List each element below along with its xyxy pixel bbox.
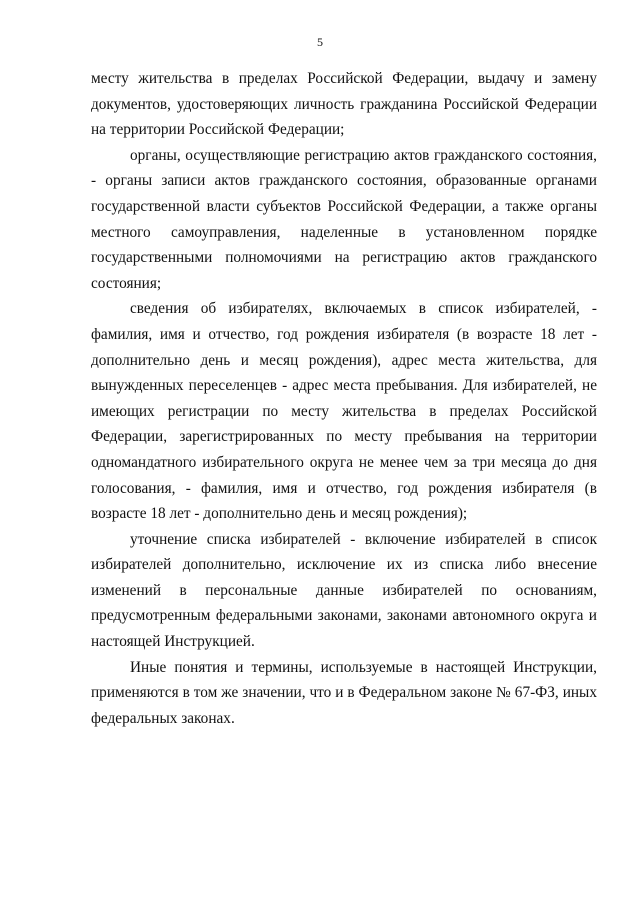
paragraph-voter-list-clarification: уточнение списка избирателей - включение избирателей в список избирателей дополнительно, исключение их из списка либо внесение изменений в персональные данные избирателей по основаниям, предусмотренным федеральными законами, законами автономного округа и настоящей Инструкцией. bbox=[91, 530, 597, 651]
paragraph-continuation: месту жительства в пределах Российской Федерации, выдачу и замену документов, удостоверяющих личность гражданина Российской Федерации на территории Российской Федерации; bbox=[91, 70, 597, 139]
paragraph-other-terms: Иные понятия и термины, используемые в настоящей Инструкции, применяются в том же значении, что и в Федеральном законе № 67-ФЗ, иных федеральных законах. bbox=[91, 658, 597, 727]
page-number: 5 bbox=[317, 35, 323, 49]
paragraph-voter-information: сведения об избирателях, включаемых в список избирателей, - фамилия, имя и отчество, год рождения избирателя (в возрасте 18 лет - дополнительно день и месяц рождения), адрес места жительства, для вынужденных переселенцев - адрес места пребывания. Для избирателей, не имеющих регистрации по месту жительства в пределах Российской Федерации, зарегистрированных по месту пребывания на территории одномандатного избирательного округа не менее чем за три месяца до дня голосования, - фамилия, имя и отчество, год рождения избирателя (в возрасте 18 лет - дополнительно день и месяц рождения); bbox=[91, 300, 597, 523]
paragraph-civil-registry-organs: органы, осуществляющие регистрацию актов гражданского состояния, - органы записи актов гражданского состояния, образованные органами государственной власти субъектов Российской Федерации, а также органы местного самоуправления, наделенные в установленном порядке государственными полномочиями на регистрацию актов гражданского состояния; bbox=[91, 146, 597, 292]
document-body bbox=[91, 66, 597, 731]
